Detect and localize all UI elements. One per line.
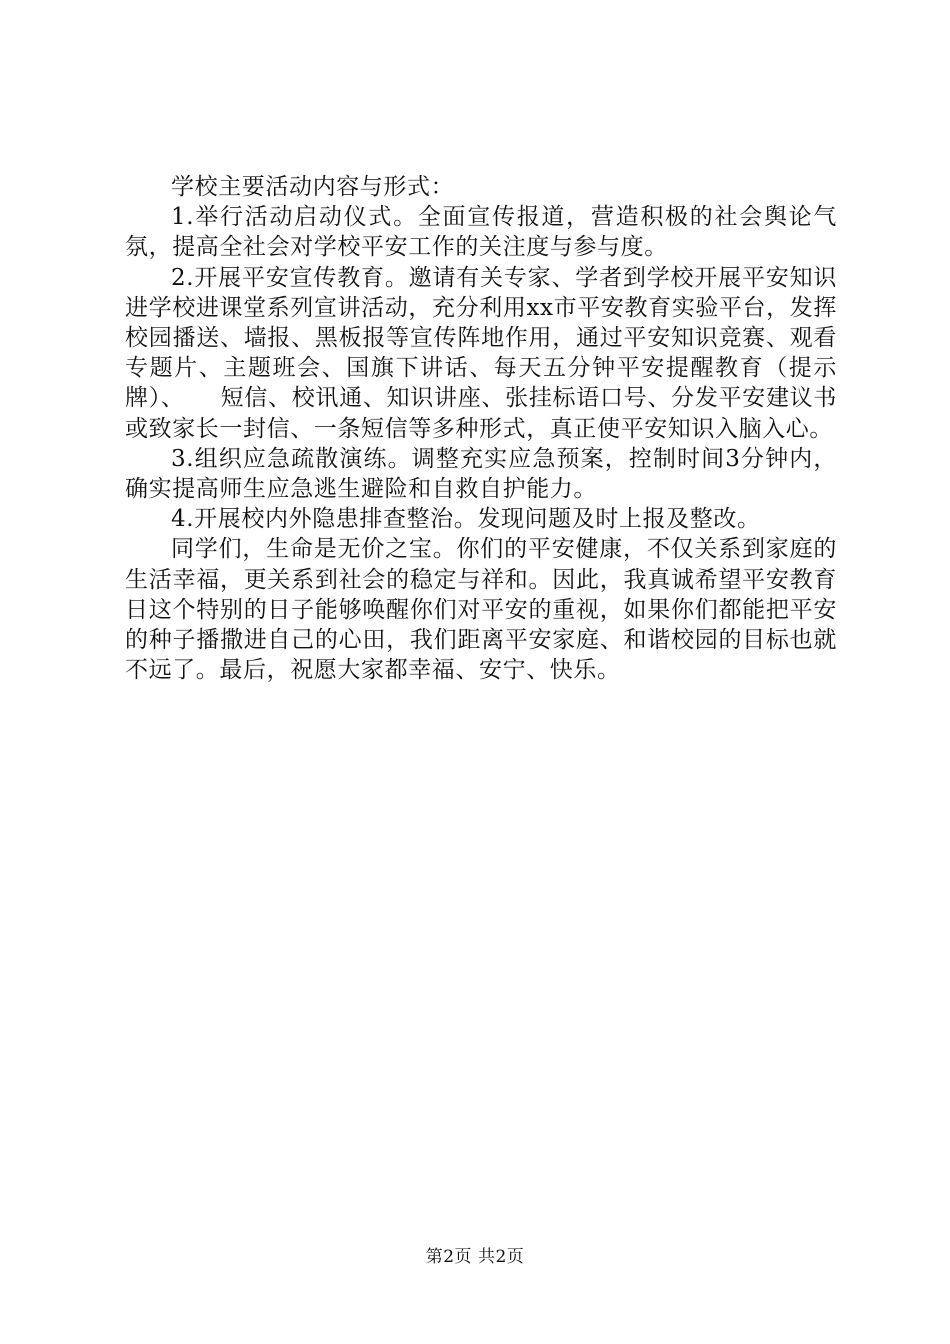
document-body xyxy=(125,172,837,685)
page-number-footer: 第2页 共2页 xyxy=(425,1247,525,1267)
activity-item-1: 1.举行活动启动仪式。全面宣传报道，营造积极的社会舆论气氛，提高全社会对学校平安工作的关注度与参与度。 xyxy=(125,204,837,261)
section-intro: 学校主要活动内容与形式： xyxy=(171,174,455,200)
activity-item-4: 4.开展校内外隐患排查整治。发现问题及时上报及整改。 xyxy=(171,506,761,533)
activity-item-2: 2.开展平安宣传教育。邀请有关专家、学者到学校开展平安知识进学校进课堂系列宣讲活动，充分利用xx市平安教育实验平台，发挥校园播送、墙报、黑板报等宣传阵地作用，通过平安知识竞赛、观看专题片、主题班会、国旗下讲话、每天五分钟平安提醒教育（提示牌）、 短信、校讯通、知识讲座、张挂标语口号、分发平安建议书或致家长一封信、一条短信等多种形式，真正使平安知识入脑入心。 xyxy=(125,264,837,442)
closing-paragraph: 同学们，生命是无价之宝。你们的平安健康，不仅关系到家庭的生活幸福，更关系到社会的稳定与祥和。因此，我真诚希望平安教育日这个特别的日子能够唤醒你们对平安的重视，如果你们都能把平安的种子播撒进自己的心田，我们距离平安家庭、和谐校园的目标也就不远了。最后，祝愿大家都幸福、安宁、快乐。 xyxy=(125,536,837,684)
activity-item-3: 3.组织应急疏散演练。调整充实应急预案，控制时间3分钟内，确实提高师生应急逃生避险和自救自护能力。 xyxy=(125,445,837,503)
